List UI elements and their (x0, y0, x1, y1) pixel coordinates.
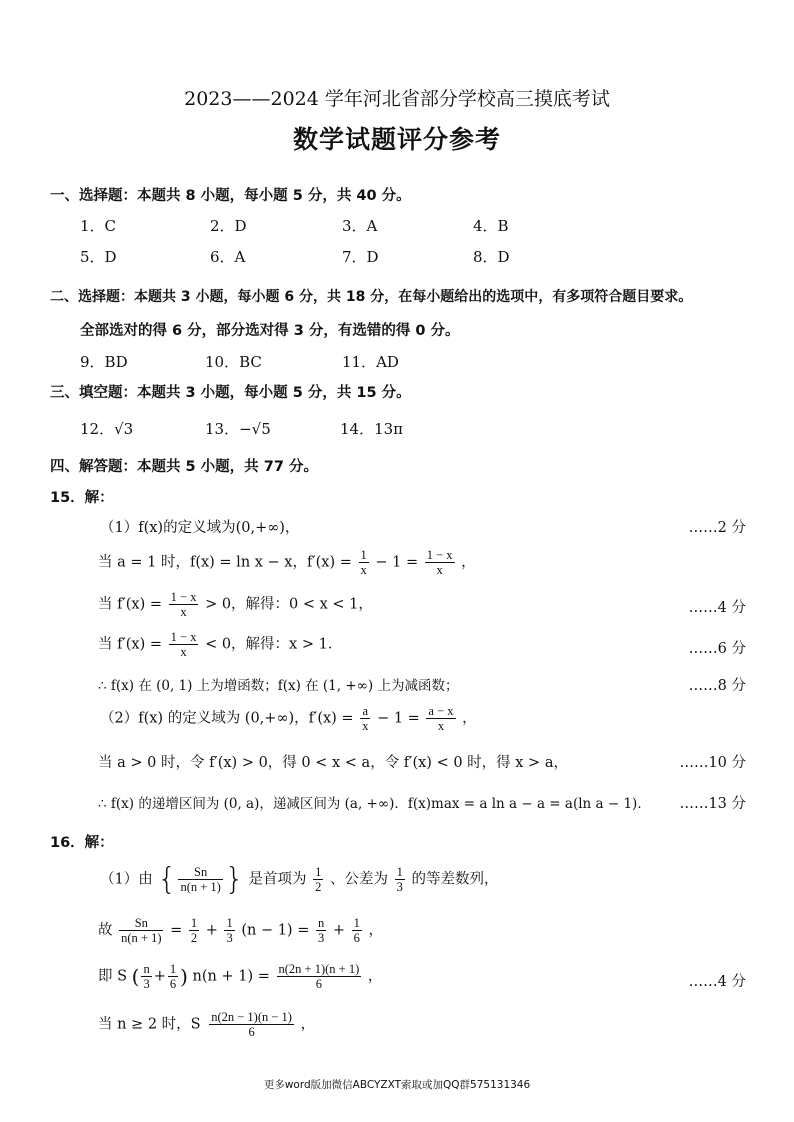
q16-line2 (98, 916, 383, 945)
frac-den: x (436, 563, 443, 577)
frac-num: 1 (190, 916, 198, 930)
answer-4: 4．B (473, 217, 509, 235)
footer-note: 更多word版加微信ABCYZXT索取或加QQ群575131346 (263, 1079, 531, 1091)
left-paren-icon: ( (131, 964, 140, 989)
frac-num: 1 (315, 865, 322, 879)
frac-num: n (317, 916, 325, 930)
frac-den: 3 (226, 931, 233, 945)
frac-num: a − x (428, 704, 454, 718)
frac-num: n(2n − 1)(n − 1) (211, 1010, 292, 1024)
section2-heading-line2: 全部选对的得 6 分，部分选对得 3 分，有选错的得 0 分。 (80, 323, 460, 339)
fraction-sn-over-nn1 (178, 865, 222, 894)
answer-5: 5．D (80, 248, 117, 266)
frac-den: 6 (248, 1025, 255, 1039)
q15-line2 (98, 548, 476, 577)
right-brace-icon: } (224, 862, 244, 897)
q16-score-1: ……4 分 (688, 974, 746, 990)
q16-line2-text-b: (n − 1) = (241, 922, 310, 939)
plus: + (205, 922, 218, 939)
q15-line4-text-a: 当 f′(x) = (98, 636, 163, 653)
answer-14: 14．13π (340, 420, 404, 438)
frac-den: 6 (353, 931, 360, 945)
answer-13: 13．−√5 (205, 420, 271, 438)
frac-den: x (180, 645, 187, 659)
fraction-sn-over-nn1 (119, 916, 163, 945)
fraction-1-over-2 (189, 916, 199, 945)
frac-den: 6 (315, 977, 322, 991)
frac-num: 1 − x (170, 630, 197, 644)
q15-line8: ∴ f(x) 的递增区间为 (0, a)，递减区间为 (a, +∞)．f(x)max = a ln a − a = a(ln a − 1)． (98, 796, 651, 812)
answer-7: 7．D (342, 248, 379, 266)
q15-line2-text-b: − 1 = (375, 554, 419, 571)
q15-line6 (100, 704, 477, 733)
comma: ， (368, 922, 383, 939)
fraction-1mx-over-x (425, 548, 455, 577)
frac-den: n(n + 1) (121, 931, 162, 945)
fraction-1-over-6 (352, 916, 362, 945)
section1-heading: 一、选择题：本题共 8 小题，每小题 5 分，共 40 分。 (50, 188, 411, 204)
frac-den: 3 (143, 977, 150, 991)
comma: ， (367, 968, 383, 985)
fraction-1-over-6 (168, 962, 178, 991)
fraction-1-over-3 (224, 916, 234, 945)
answer-6: 6．A (210, 248, 246, 266)
fraction-amx-over-x (426, 704, 455, 733)
q16-line2-eq: = (170, 922, 183, 939)
answer-10: 10．BC (205, 353, 262, 371)
q15-score-4: ……8 分 (688, 678, 746, 694)
q16-line3-text-b: n(n + 1) = (192, 968, 270, 985)
fraction-1mx-over-x (169, 590, 199, 619)
fraction-n-over-3 (141, 962, 151, 991)
frac-den: 2 (190, 931, 198, 945)
frac-num: 1 − x (426, 548, 453, 562)
frac-num: 1 (396, 865, 403, 879)
frac-den: 3 (317, 931, 325, 945)
q15-line3 (98, 590, 373, 619)
frac-num: 1 (169, 962, 177, 976)
q16-line1 (100, 862, 498, 897)
section4-heading: 四、解答题：本题共 5 小题，共 77 分。 (50, 459, 318, 475)
q16-line4-text-a: 当 n ≥ 2 时，S (98, 1016, 201, 1033)
right-paren-icon: ) (180, 964, 188, 989)
answer-2: 2．D (210, 217, 247, 235)
fraction-1-over-3 (395, 865, 405, 894)
q15-score-3: ……6 分 (688, 641, 746, 657)
section2-heading: 二、选择题：本题共 3 小题，每小题 6 分，共 18 分，在每小题给出的选项中，有多项符合题目要求。 (50, 289, 693, 305)
q16-line1-text-c: 、公差为 (329, 871, 388, 888)
comma: ， (461, 554, 476, 571)
document-title: 2023——2024 学年河北省部分学校高三摸底考试 (184, 88, 610, 110)
q15-line2-text-a: 当 a = 1 时，f(x) = ln x − x，f′(x) = (98, 554, 352, 571)
frac-den: x (360, 563, 367, 577)
q15-line1: （1）f(x)的定义域为(0,+∞)， (100, 520, 300, 536)
frac-num: Sn (119, 916, 163, 931)
fraction-n2nm1nm1-over-6 (209, 1010, 294, 1039)
frac-den: x (362, 719, 369, 733)
q15-label: 15．解： (50, 490, 114, 506)
q16-line3-text-a: 即 S (98, 968, 128, 985)
q16-label: 16．解： (50, 835, 114, 851)
frac-den: 3 (396, 880, 403, 894)
q16-line4 (98, 1010, 315, 1039)
frac-den: 2 (315, 880, 322, 894)
q15-line4 (98, 630, 342, 659)
frac-den: x (180, 605, 187, 619)
frac-num: 1 (360, 548, 367, 562)
frac-num: Sn (178, 865, 222, 880)
q16-line1-text-b: 是首项为 (248, 871, 307, 888)
frac-num: 1 − x (170, 590, 197, 604)
frac-num: n (143, 962, 150, 976)
fraction-n2n1n1-over-6 (277, 962, 362, 991)
q15-line4-text-b: < 0，解得：x > 1． (205, 636, 343, 653)
document-subtitle: 数学试题评分参考 (292, 125, 501, 154)
q15-line6-text-a: （2）f(x) 的定义域为 (0,+∞)，f′(x) = (100, 710, 354, 727)
q15-score-6: ……13 分 (679, 796, 746, 812)
q16-line2-text-a: 故 (98, 922, 113, 939)
answer-12: 12．√3 (80, 420, 134, 438)
q16-line3 (98, 962, 382, 991)
q15-line3-text-b: > 0，解得：0 < x < 1， (205, 596, 373, 613)
q15-score-2: ……4 分 (688, 600, 746, 616)
answer-11: 11．AD (342, 353, 399, 371)
section3-heading: 三、填空题：本题共 3 小题，每小题 5 分，共 15 分。 (50, 385, 411, 401)
fraction-a-over-x (360, 704, 370, 733)
fraction-n-over-3 (316, 916, 326, 945)
answer-8: 8．D (473, 248, 510, 266)
answer-1: 1．C (80, 217, 117, 235)
left-brace-icon: { (157, 862, 177, 897)
fraction-1-over-x (359, 548, 369, 577)
frac-den: n(n + 1) (180, 880, 221, 894)
q15-line7: 当 a > 0 时，令 f′(x) > 0，得 0 < x < a，令 f′(x) < 0 时，得 x > a， (98, 755, 568, 771)
frac-den: 6 (169, 977, 177, 991)
q15-line3-text-a: 当 f′(x) = (98, 596, 163, 613)
q15-score-5: ……10 分 (679, 755, 746, 771)
plus: + (332, 922, 345, 939)
plus: + (153, 968, 166, 985)
fraction-1mx-over-x (169, 630, 199, 659)
q15-score-1: ……2 分 (688, 520, 746, 536)
q16-line1-text-d: 的等差数列， (411, 871, 499, 888)
frac-den: x (437, 719, 445, 733)
comma: ， (462, 710, 477, 727)
fraction-1-over-2 (313, 865, 323, 894)
comma: ， (300, 1016, 316, 1033)
q15-line5: ∴ f(x) 在 (0, 1) 上为增函数；f(x) 在 (1, +∞) 上为减函数； (98, 678, 459, 694)
frac-num: 1 (226, 916, 233, 930)
answer-9: 9．BD (80, 353, 128, 371)
answer-3: 3．A (342, 217, 378, 235)
frac-num: a (360, 704, 370, 719)
q16-line1-text-a: （1）由 (100, 871, 153, 888)
frac-num: 1 (353, 916, 360, 930)
q15-line6-text-b: − 1 = (377, 710, 420, 727)
frac-num: n(2n + 1)(n + 1) (278, 962, 360, 976)
